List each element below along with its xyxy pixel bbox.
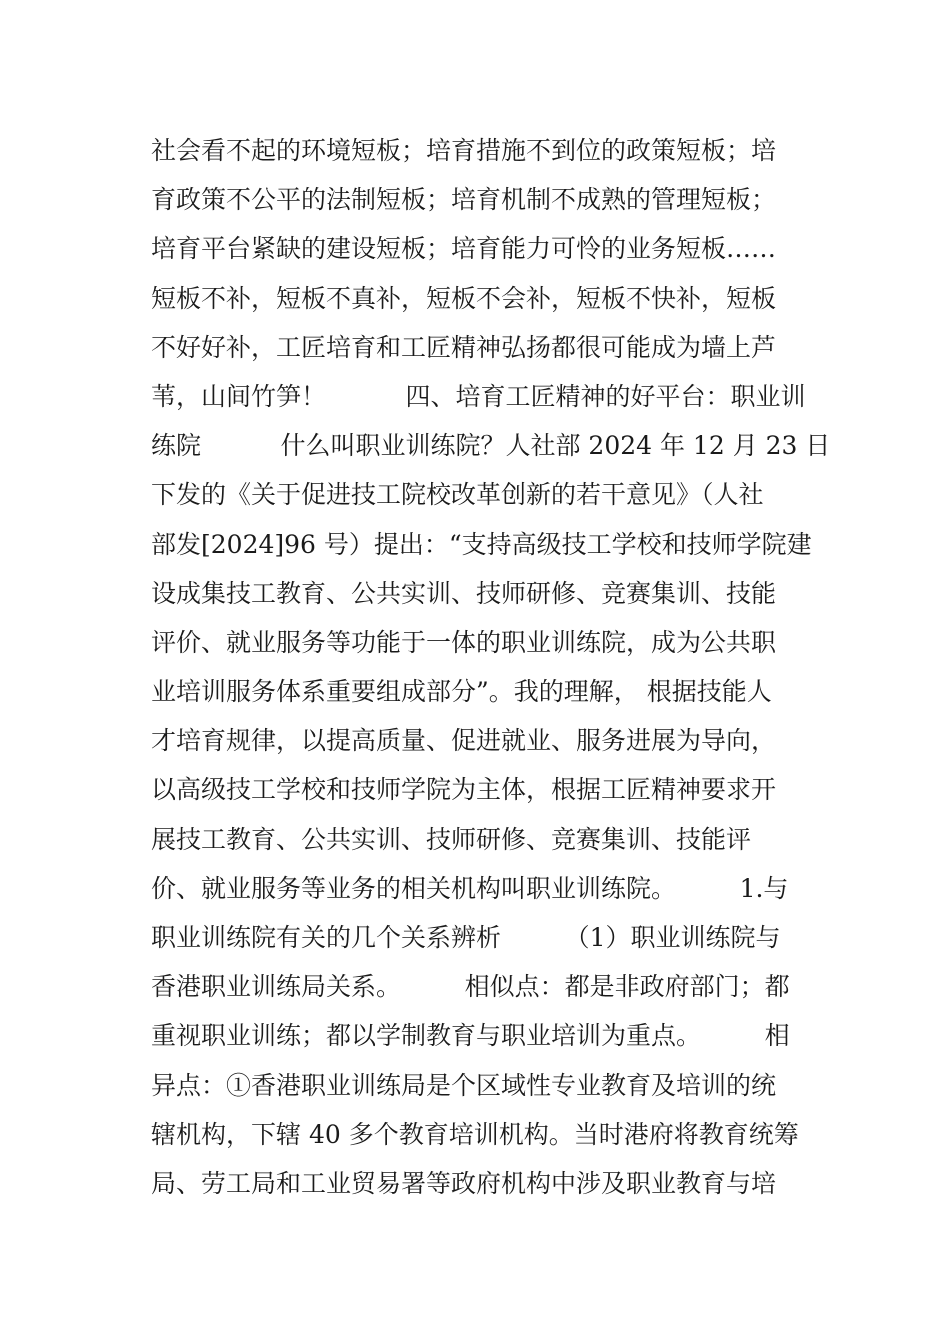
text-line: 不好好补，工匠培育和工匠精神弘扬都很可能成为墙上芦 bbox=[151, 332, 777, 362]
text-line: 业培训服务体系重要组成部分”。我的理解， 根据技能人 bbox=[151, 677, 772, 707]
text-line: 设成集技工教育、公共实训、技师研修、竞赛集训、技能 bbox=[151, 578, 777, 608]
text-line: 部发[2024]96 号）提出：“支持高级技工学校和技师学院建 bbox=[151, 529, 812, 559]
body-text bbox=[151, 126, 831, 1208]
text-line: 香港职业训练局关系。 相似点：都是非政府部门；都 bbox=[151, 972, 790, 1002]
text-line: 以高级技工学校和技师学院为主体，根据工匠精神要求开 bbox=[151, 775, 777, 805]
text-line: 展技工教育、公共实训、技师研修、竞赛集训、技能评 bbox=[151, 824, 752, 854]
text-line: 重视职业训练；都以学制教育与职业培训为重点。 相 bbox=[151, 1021, 790, 1051]
text-line: 职业训练院有关的几个关系辨析 （1）职业训练院与 bbox=[151, 923, 781, 952]
text-line: 辖机构，下辖 40 多个教育培训机构。当时港府将教育统筹 bbox=[151, 1119, 799, 1149]
text-line: 价、就业服务等业务的相关机构叫职业训练院。 1.与 bbox=[151, 873, 789, 903]
text-line: 局、劳工局和工业贸易署等政府机构中涉及职业教育与培 bbox=[151, 1168, 777, 1198]
text-line: 异点：①香港职业训练局是个区域性专业教育及培训的统 bbox=[151, 1070, 777, 1100]
text-line: 才培育规律，以提高质量、促进就业、服务进展为导向， bbox=[151, 726, 777, 756]
text-line: 评价、就业服务等功能于一体的职业训练院，成为公共职 bbox=[151, 627, 777, 657]
text-line: 下发的《关于促进技工院校改革创新的若干意见》（人社 bbox=[151, 480, 764, 510]
text-line: 育政策不公平的法制短板；培育机制不成熟的管理短板； bbox=[151, 185, 777, 215]
text-line: 苇，山间竹笋！ 四、培育工匠精神的好平台：职业训 bbox=[151, 381, 806, 411]
text-line: 练院 什么叫职业训练院？人社部 2024 年 12 月 23 日 bbox=[151, 431, 831, 461]
text-line: 社会看不起的环境短板；培育措施不到位的政策短板；培 bbox=[151, 136, 777, 165]
text-line: 培育平台紧缺的建设短板；培育能力可怜的业务短板…… bbox=[151, 234, 777, 264]
text-line: 短板不补，短板不真补，短板不会补，短板不快补，短板 bbox=[151, 283, 777, 313]
